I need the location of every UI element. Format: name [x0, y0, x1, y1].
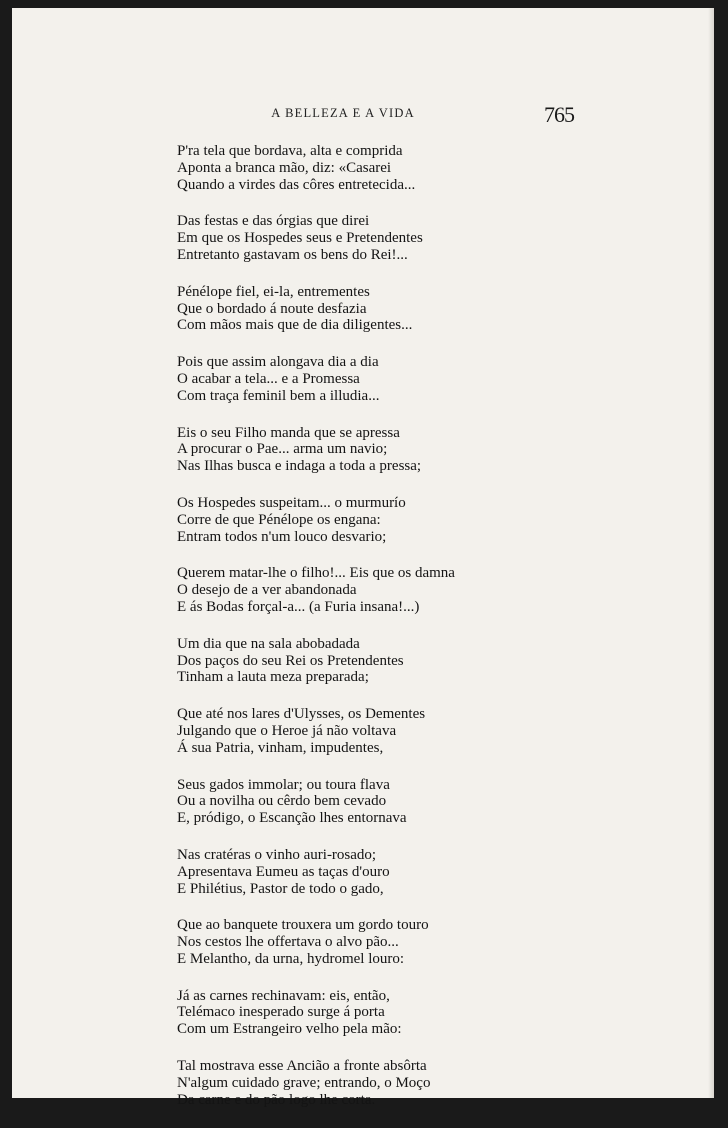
poem-line: Julgando que o Heroe já não voltava [177, 722, 397, 739]
poem-line: Quando a virdes das côres entretecida... [177, 176, 416, 193]
page-number: 765 [544, 102, 574, 127]
poem-line: Tal mostrava esse Ancião a fronte absôrta [177, 1058, 427, 1075]
stanza [177, 1058, 597, 1108]
poem-line: Nos cestos lhe offertava o alvo pão... [177, 934, 399, 951]
poem-line: Entram todos n'um louco desvario; [177, 528, 387, 545]
stanza [177, 425, 597, 475]
poem-line: Em que os Hospedes seus e Pretendentes [177, 230, 423, 247]
poem-line: E, pródigo, o Escanção lhes entornava [177, 810, 407, 827]
stanza [177, 777, 597, 827]
poem-line: N'algum cuidado grave; entrando, o Moço [177, 1074, 431, 1091]
poem-line: A procurar o Pae... arma um navio; [177, 441, 388, 458]
poem-line: Que ao banquete trouxera um gordo touro [177, 917, 429, 934]
poem-line: Dos paços do seu Rei os Pretendentes [177, 652, 404, 669]
stanza [177, 284, 597, 334]
poem-line: Com um Estrangeiro velho pela mão: [177, 1021, 402, 1038]
poem-line: Nas cratéras o vinho auri-rosado; [177, 846, 377, 863]
poem-line: Que o bordado á noute desfazia [177, 300, 367, 317]
stanza [177, 636, 597, 686]
running-head [12, 106, 714, 121]
running-title: A BELLEZA E A VIDA [271, 106, 415, 120]
poem-line: Já as carnes rechinavam: eis, então, [177, 987, 390, 1004]
poem-line: E Philétius, Pastor de todo o gado, [177, 880, 384, 897]
stanza [177, 565, 597, 615]
poem-line: Apresentava Eumeu as taças d'ouro [177, 863, 390, 880]
poem-line: E Melantho, da urna, hydromel louro: [177, 950, 405, 967]
stanza [177, 988, 597, 1038]
stanza [177, 917, 597, 967]
poem-line: E ás Bodas forçal-a... (a Furia insana!...) [177, 598, 420, 615]
poem-line: Pois que assim alongava dia a dia [177, 354, 379, 371]
poem-line: Pénélope fiel, ei-la, entrementes [177, 283, 370, 300]
stanza [177, 354, 597, 404]
poem-line: Seus gados immolar; ou toura flava [177, 776, 390, 793]
poem-line: Tinham a lauta meza preparada; [177, 669, 369, 686]
poem-line: Um dia que na sala abobadada [177, 635, 360, 652]
stanza [177, 847, 597, 897]
stanza [177, 706, 597, 756]
page-edge-shadow [708, 8, 714, 1098]
poem-line: Nas Ilhas busca e indaga a toda a pressa; [177, 458, 422, 475]
poem-line: O desejo de a ver abandonada [177, 582, 357, 599]
stanza [177, 213, 597, 263]
poem-line: Entretanto gastavam os bens do Rei!... [177, 246, 408, 263]
poem-line: Com traça feminil bem a illudia... [177, 387, 380, 404]
poem-line: Ou a novilha ou cêrdo bem cevado [177, 793, 387, 810]
poem-line: Corre de que Pénélope os engana: [177, 511, 381, 528]
book-page [12, 8, 714, 1108]
poem-line: Á sua Patria, vinham, impudentes, [177, 739, 384, 756]
poem-line: Querem matar-lhe o filho!... Eis que os damna [177, 565, 455, 582]
poem-line: Eis o seu Filho manda que se apressa [177, 424, 400, 441]
poem-body [177, 143, 597, 1128]
poem-line: Da carne e do pão logo lhe corta. [177, 1091, 376, 1108]
poem-line: Com mãos mais que de dia diligentes... [177, 317, 413, 334]
stanza [177, 143, 597, 193]
poem-line: Que até nos lares d'Ulysses, os Dementes [177, 706, 426, 723]
poem-line: Os Hospedes suspeitam... o murmurío [177, 494, 406, 511]
poem-line: Aponta a branca mão, diz: «Casarei [177, 159, 392, 176]
poem-line: Telémaco inesperado surge á porta [177, 1004, 385, 1021]
stanza [177, 495, 597, 545]
poem-line: P'ra tela que bordava, alta e comprida [177, 143, 403, 159]
poem-line: Das festas e das órgias que direi [177, 213, 370, 230]
poem-line: O acabar a tela... e a Promessa [177, 370, 360, 387]
